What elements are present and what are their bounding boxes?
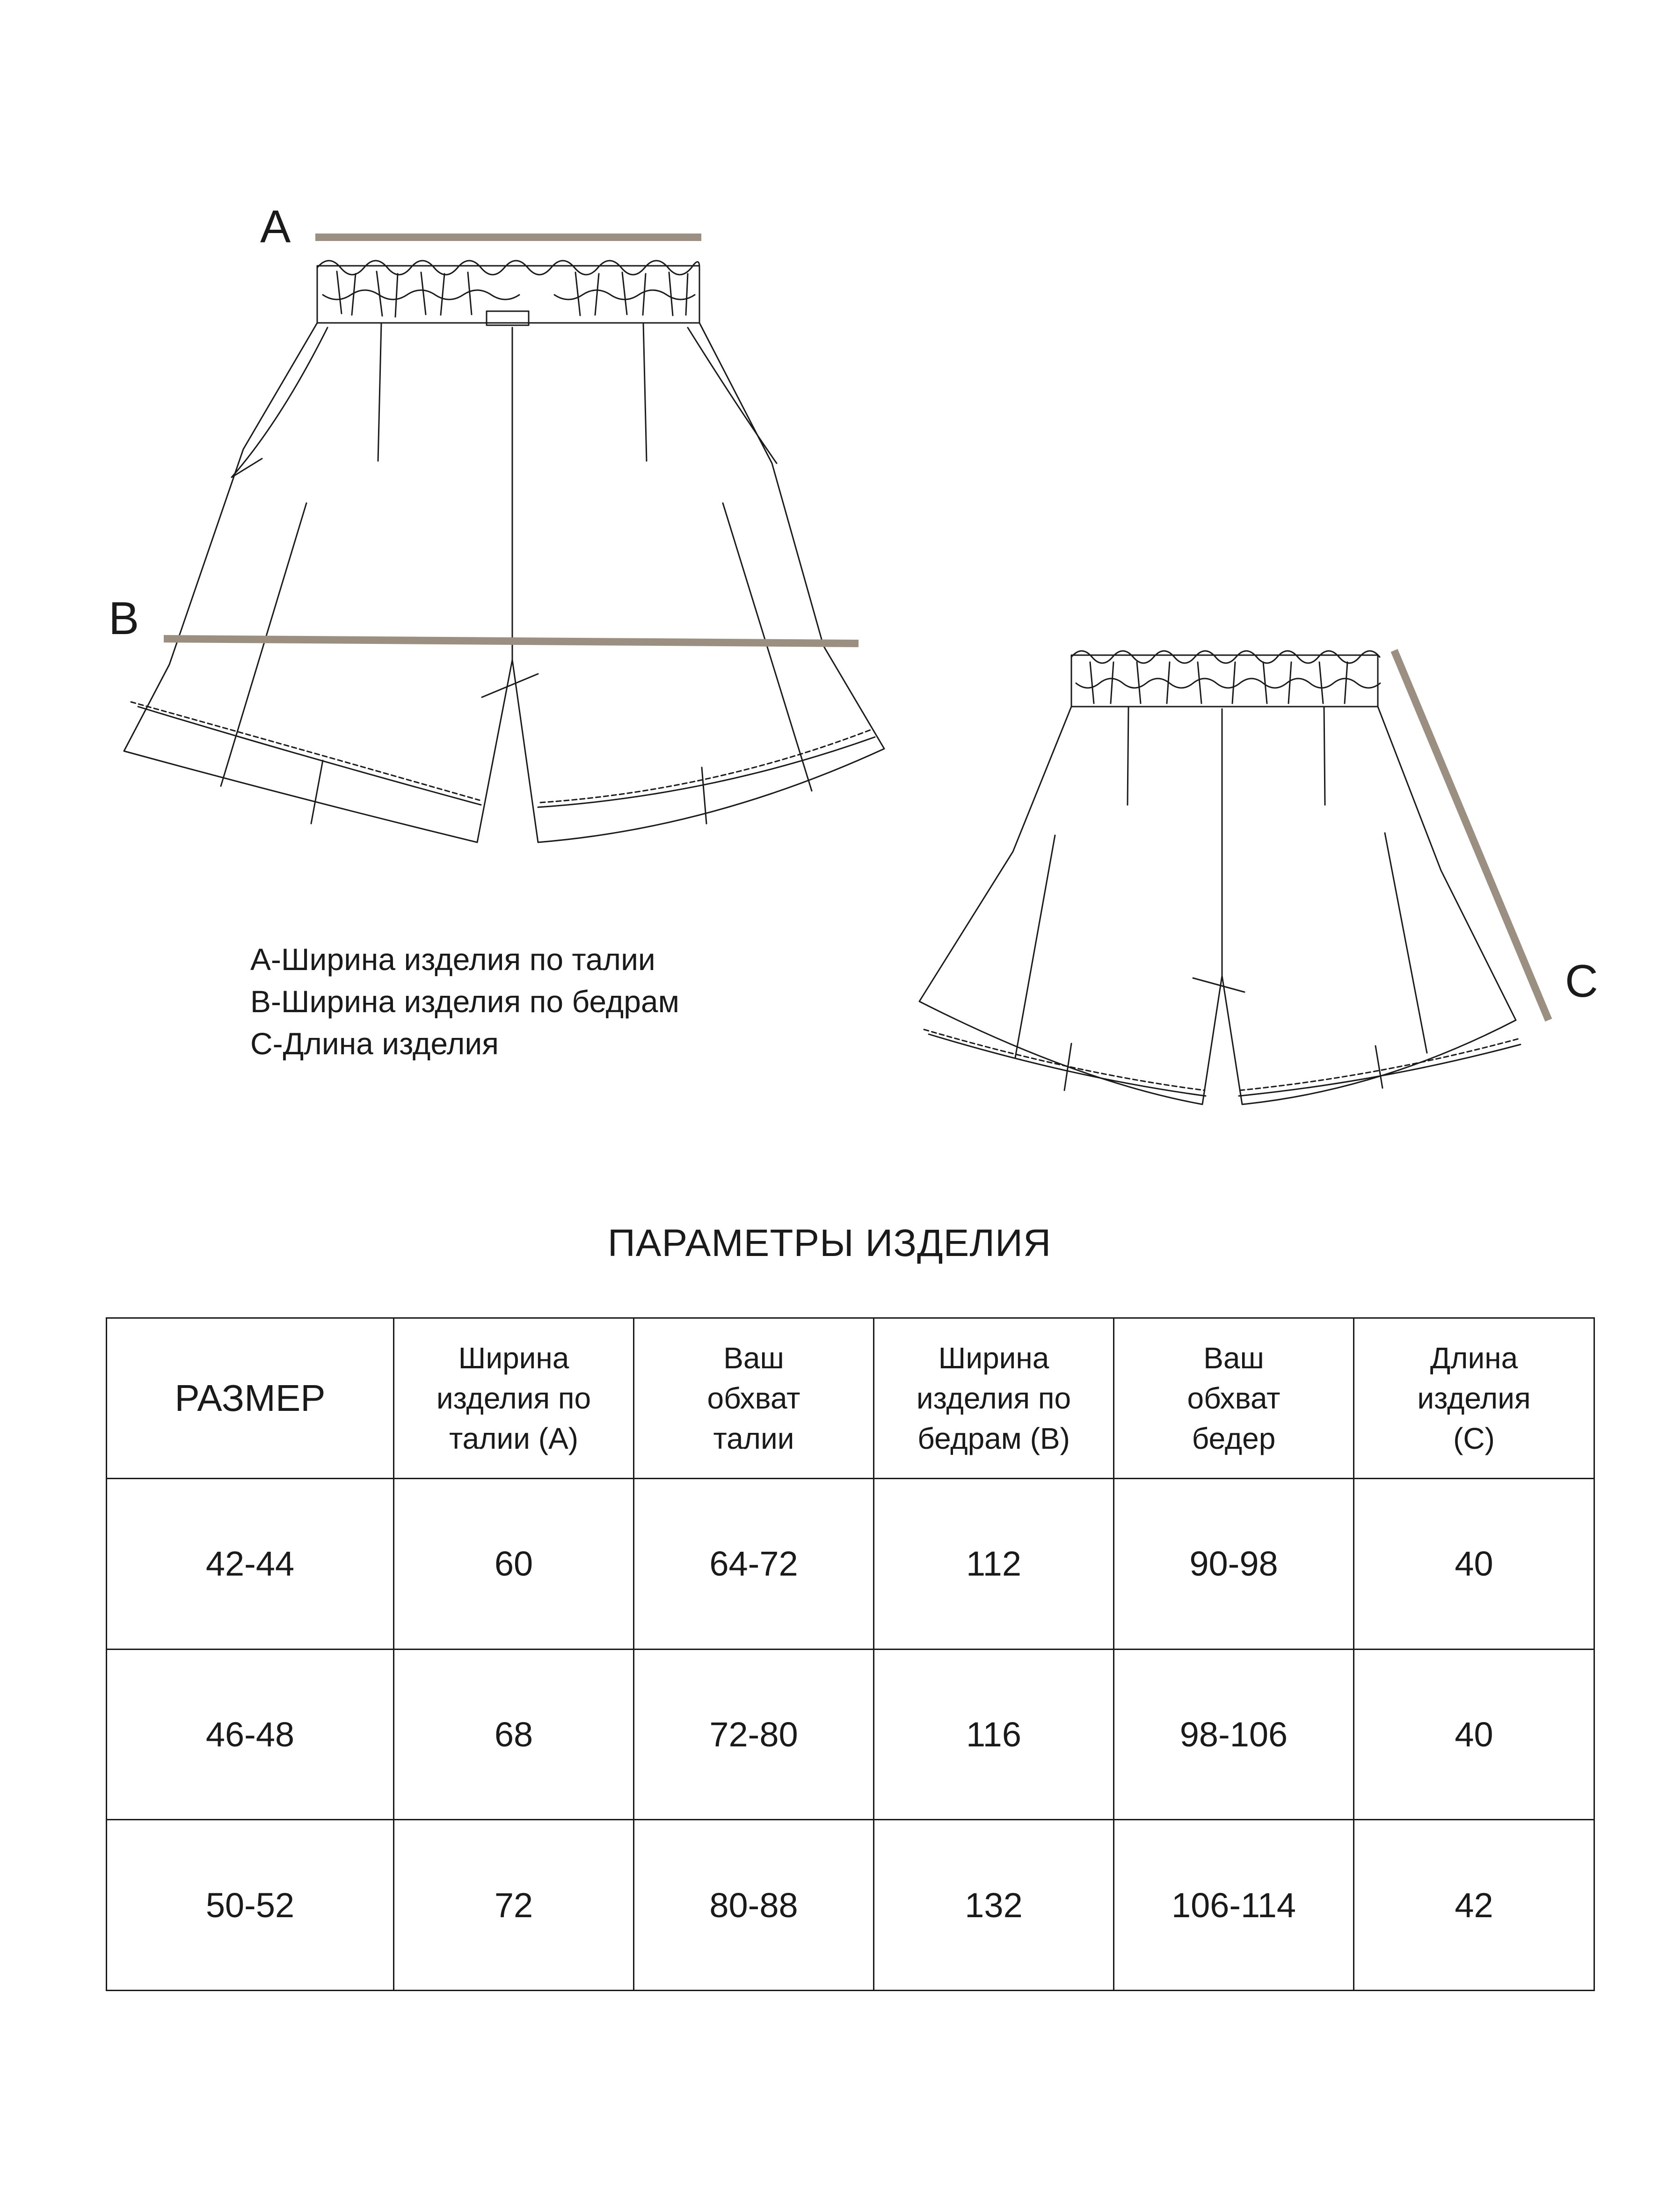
label-b: B: [109, 592, 139, 644]
cell-hip-width: 112: [874, 1479, 1114, 1650]
header-your-hips: Ваш обхват бедер: [1114, 1318, 1354, 1479]
measurement-legend: [250, 938, 679, 1065]
measure-line-b: [164, 639, 859, 643]
cell-your-waist: 80-88: [634, 1820, 874, 1991]
cell-length: 40: [1354, 1479, 1594, 1650]
cell-your-waist: 64-72: [634, 1479, 874, 1650]
table-header-row: [107, 1318, 1594, 1479]
header-your-waist: Ваш обхват талии: [634, 1318, 874, 1479]
cell-size: 50-52: [107, 1820, 394, 1991]
legend-item-a: A-Ширина изделия по талии: [250, 942, 655, 977]
header-hip-width: Ширина изделия по бедрам (В): [874, 1318, 1114, 1479]
cell-length: 42: [1354, 1820, 1594, 1991]
back-view-shorts: [919, 651, 1521, 1104]
cell-hip-width: 116: [874, 1649, 1114, 1820]
table-row: [107, 1820, 1594, 1991]
header-size: РАЗМЕР: [107, 1318, 394, 1479]
header-waist-width: Ширина изделия по талии (А): [394, 1318, 634, 1479]
legend-item-c: C-Длина изделия: [250, 1026, 499, 1061]
front-view-shorts: [124, 261, 884, 842]
cell-size: 42-44: [107, 1479, 394, 1650]
cell-your-hips: 106-114: [1114, 1820, 1354, 1991]
cell-hip-width: 132: [874, 1820, 1114, 1991]
table-row: [107, 1479, 1594, 1650]
cell-waist-width: 60: [394, 1479, 634, 1650]
cell-your-waist: 72-80: [634, 1649, 874, 1820]
cell-length: 40: [1354, 1649, 1594, 1820]
cell-waist-width: 68: [394, 1649, 634, 1820]
table-row: [107, 1649, 1594, 1820]
label-c: C: [1565, 955, 1598, 1007]
label-a: A: [260, 201, 291, 252]
cell-size: 46-48: [107, 1649, 394, 1820]
size-table: [106, 1317, 1595, 1991]
cell-waist-width: 72: [394, 1820, 634, 1991]
cell-your-hips: 90-98: [1114, 1479, 1354, 1650]
legend-item-b: B-Ширина изделия по бедрам: [250, 984, 679, 1019]
header-length: Длина изделия (С): [1354, 1318, 1594, 1479]
measure-line-c: [1394, 650, 1549, 1020]
table-title: ПАРАМЕТРЫ ИЗДЕЛИЯ: [607, 1222, 1052, 1264]
cell-your-hips: 98-106: [1114, 1649, 1354, 1820]
front-waistband: [317, 266, 699, 323]
